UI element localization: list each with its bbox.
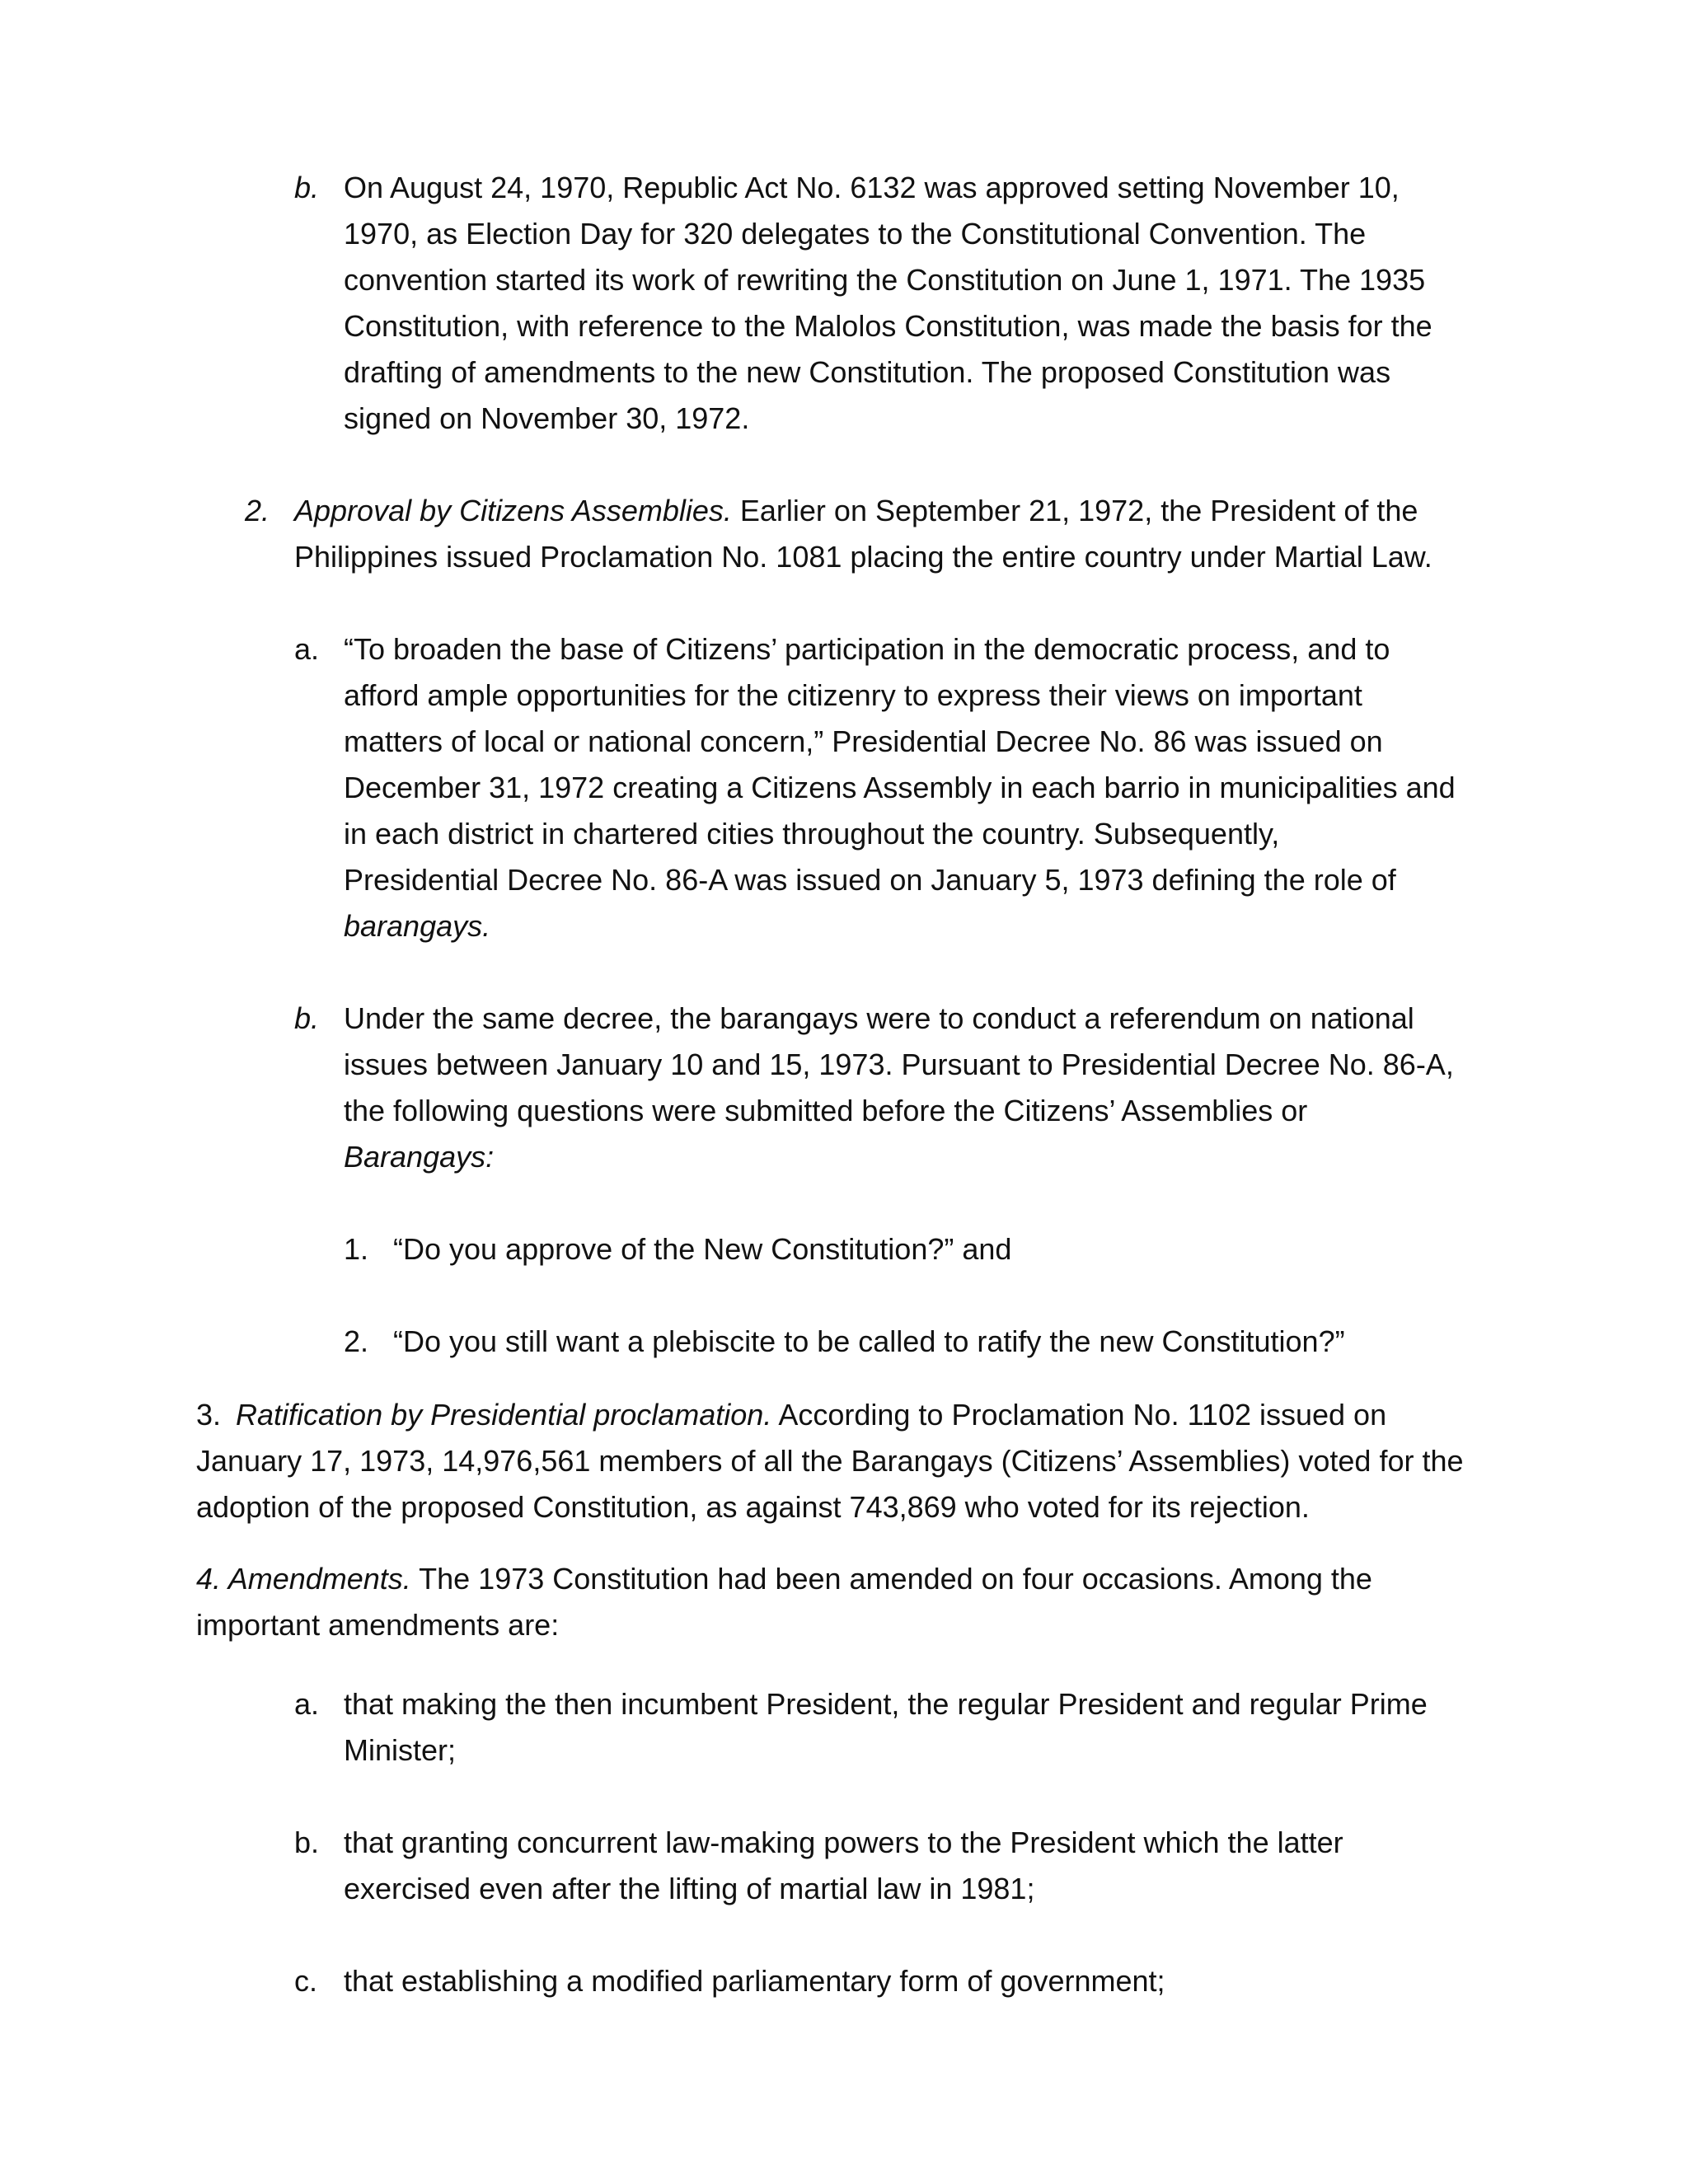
- question-1-text: “Do you approve of the New Constitution?” and: [393, 1232, 1012, 1266]
- item-1b-line-1: On August 24, 1970, Republic Act No. 6132 was approved setting November 10,: [344, 171, 1400, 204]
- amendment-c-marker: c.: [294, 1964, 318, 1998]
- item-2b-marker: b.: [294, 1001, 320, 1035]
- item-2a-line-1: “To broaden the base of Citizens’ participation in the democratic process, and to: [344, 632, 1390, 666]
- item-1b-line-6: signed on November 30, 1972.: [344, 401, 750, 435]
- item-2-marker: 2.: [245, 494, 270, 527]
- amendment-a-line-1: that making the then incumbent President, the regular President and regular Prime: [344, 1687, 1428, 1721]
- item-1b-marker: b.: [294, 171, 320, 204]
- question-2-marker: 2.: [344, 1324, 369, 1358]
- amendment-c-line-1: that establishing a modified parliamentary form of government;: [344, 1964, 1165, 1998]
- item-2a-marker: a.: [294, 632, 320, 666]
- item-3-line-1: [236, 1392, 1386, 1438]
- amendment-a-marker: a.: [294, 1687, 320, 1721]
- question-1-marker: 1.: [344, 1232, 369, 1266]
- item-2a-line-7: barangays.: [344, 909, 491, 943]
- item-4-heading: 4. Amendments.: [196, 1562, 411, 1596]
- item-4-line-1-rest: The 1973 Constitution had been amended on four occasions. Among the: [410, 1562, 1372, 1596]
- item-2b-line-3: the following questions were submitted before the Citizens’ Assemblies or: [344, 1094, 1308, 1127]
- item-1b-line-4: Constitution, with reference to the Malolos Constitution, was made the basis for the: [344, 309, 1432, 343]
- item-3-marker: 3.: [196, 1398, 222, 1432]
- item-4-line-1: [196, 1556, 1372, 1602]
- item-2a-line-4: December 31, 1972 creating a Citizens Assembly in each barrio in municipalities and: [344, 771, 1456, 804]
- item-2-line-1-rest: Earlier on September 21, 1972, the President of the: [731, 494, 1418, 527]
- item-2a-line-6: Presidential Decree No. 86-A was issued on January 5, 1973 defining the role of: [344, 863, 1396, 897]
- item-1b-line-5: drafting of amendments to the new Constitution. The proposed Constitution was: [344, 355, 1391, 389]
- amendment-a-line-2: Minister;: [344, 1733, 457, 1767]
- item-2-heading: Approval by Citizens Assemblies.: [294, 494, 732, 527]
- item-3-line-2: January 17, 1973, 14,976,561 members of all the Barangays (Citizens’ Assemblies) voted for the: [196, 1444, 1464, 1478]
- item-2-line-1: [294, 488, 1418, 534]
- item-3-heading: Ratification by Presidential proclamation.: [236, 1398, 772, 1432]
- item-4-line-2: important amendments are:: [196, 1608, 560, 1642]
- item-2b-line-1: Under the same decree, the barangays were to conduct a referendum on national: [344, 1001, 1414, 1035]
- item-2a-line-3: matters of local or national concern,” Presidential Decree No. 86 was issued on: [344, 724, 1383, 758]
- amendment-b-line-1: that granting concurrent law-making powers to the President which the latter: [344, 1825, 1343, 1859]
- question-2-text: “Do you still want a plebiscite to be called to ratify the new Constitution?”: [393, 1324, 1345, 1358]
- item-2-line-2: Philippines issued Proclamation No. 1081 placing the entire country under Martial Law.: [294, 540, 1432, 574]
- item-2a-line-5: in each district in chartered cities throughout the country. Subsequently,: [344, 817, 1280, 851]
- item-1b-line-2: 1970, as Election Day for 320 delegates to the Constitutional Convention. The: [344, 217, 1367, 251]
- amendment-b-marker: b.: [294, 1825, 320, 1859]
- item-1b-line-3: convention started its work of rewriting the Constitution on June 1, 1971. The 1935: [344, 263, 1426, 297]
- item-3-line-1-rest: According to Proclamation No. 1102 issued on: [771, 1398, 1387, 1432]
- amendment-b-line-2: exercised even after the lifting of martial law in 1981;: [344, 1872, 1035, 1905]
- item-2b-line-4: Barangays:: [344, 1140, 495, 1174]
- item-2a-line-2: afford ample opportunities for the citizenry to express their views on important: [344, 678, 1362, 712]
- item-2b-line-2: issues between January 10 and 15, 1973. Pursuant to Presidential Decree No. 86-A,: [344, 1047, 1454, 1081]
- item-3-line-3: adoption of the proposed Constitution, as against 743,869 who voted for its rejection.: [196, 1490, 1310, 1524]
